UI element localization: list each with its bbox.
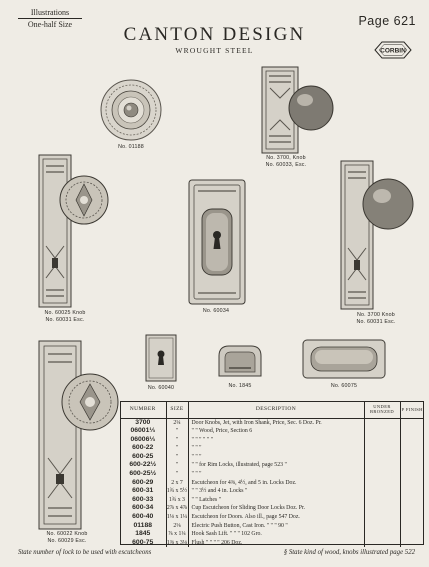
cell-under-bronzed bbox=[364, 504, 400, 513]
cell-part-number: 06001⅓ bbox=[120, 427, 166, 436]
cell-finish bbox=[400, 522, 424, 531]
table-row bbox=[120, 539, 424, 548]
cell-under-bronzed bbox=[364, 539, 400, 548]
col-number-header: NUMBER bbox=[120, 401, 166, 418]
spec-table bbox=[120, 401, 424, 547]
cell-under-bronzed bbox=[364, 470, 400, 479]
cell-description: Electric Push Button, Cast Iron. " " " 90 " bbox=[188, 522, 364, 531]
cell-description: " " " bbox=[188, 444, 364, 453]
cell-size: 1⅛ x 1¼ bbox=[166, 514, 188, 521]
table-row bbox=[120, 522, 424, 531]
cell-description: Cup Escutcheon for Sliding Door Locks Doz. Pr. bbox=[188, 504, 364, 513]
col-finish-header: P FINISH bbox=[400, 401, 424, 418]
cell-part-number: 600-31 bbox=[120, 487, 166, 496]
footnote-left: State number of lock to be used with escutcheons bbox=[18, 549, 152, 556]
cup-escutcheon-60034-image bbox=[188, 179, 246, 305]
cell-under-bronzed bbox=[364, 418, 400, 427]
cell-under-bronzed bbox=[364, 461, 400, 470]
table-row bbox=[120, 496, 424, 505]
cell-finish bbox=[400, 470, 424, 479]
svg-text:CORBIN: CORBIN bbox=[380, 47, 406, 55]
caption-60075: No. 60075 bbox=[330, 383, 358, 389]
knob-3700-esc-60031-image bbox=[340, 160, 416, 310]
cell-part-number: 600-22 bbox=[120, 444, 166, 453]
cell-finish bbox=[400, 453, 424, 462]
page-title: CANTON DESIGN bbox=[123, 24, 306, 45]
scale-note-line2: One-half Size bbox=[27, 20, 73, 29]
cell-size: " bbox=[166, 470, 188, 479]
knob-3700-esc-60033-image bbox=[261, 66, 337, 154]
cell-description: " " " " " " bbox=[188, 436, 364, 445]
cell-description: Escutcheon for 4⅜, 4½, and 5 in. Locks Doz. bbox=[188, 479, 364, 488]
corbin-logo bbox=[374, 41, 412, 59]
cell-description: " " " bbox=[188, 470, 364, 479]
cell-description: " " Wood, Price, Section 6 bbox=[188, 427, 364, 436]
cell-description: " " Latches " bbox=[188, 496, 364, 505]
table-row bbox=[120, 504, 424, 513]
caption-01188: No. 01188 bbox=[118, 144, 144, 150]
cell-size: ⅞ x 1¼ bbox=[166, 530, 188, 539]
cell-size: 2 x 7 bbox=[166, 479, 188, 488]
cell-size: " bbox=[166, 436, 188, 445]
cell-part-number: 600-33 bbox=[120, 496, 166, 505]
cell-under-bronzed bbox=[364, 453, 400, 462]
caption-60040: No. 60040 bbox=[147, 385, 175, 391]
cell-part-number: 600-25½ bbox=[120, 470, 166, 479]
cell-finish bbox=[400, 444, 424, 453]
cell-part-number: 600-34 bbox=[120, 504, 166, 513]
table-row bbox=[120, 479, 424, 488]
table-row bbox=[120, 487, 424, 496]
cell-under-bronzed bbox=[364, 427, 400, 436]
escutcheon-60040-image bbox=[145, 334, 177, 382]
cell-size: 1¾ x 3 bbox=[166, 496, 188, 505]
cell-part-number: 3700 bbox=[120, 418, 166, 427]
cell-part-number: 600-40 bbox=[120, 513, 166, 522]
cell-size: " bbox=[166, 427, 188, 436]
cell-under-bronzed bbox=[364, 436, 400, 445]
page-number: Page 621 bbox=[358, 14, 416, 28]
sash-lift-1845-image bbox=[217, 342, 263, 378]
cell-part-number: 01188 bbox=[120, 522, 166, 531]
cell-part-number: 06006⅓ bbox=[120, 436, 166, 445]
table-row bbox=[120, 461, 424, 470]
push-button-01188-image bbox=[99, 78, 163, 142]
cell-finish bbox=[400, 504, 424, 513]
col-size-header: SIZE bbox=[166, 401, 188, 418]
cell-finish bbox=[400, 479, 424, 488]
page-subtitle: WROUGHT STEEL bbox=[175, 46, 254, 55]
cell-under-bronzed bbox=[364, 496, 400, 505]
spec-table-body bbox=[120, 418, 424, 547]
cell-part-number: 600-75 bbox=[120, 539, 166, 548]
cell-size: 1⅜ x 3⅛ bbox=[166, 539, 188, 546]
cell-finish bbox=[400, 487, 424, 496]
cell-description: " " " bbox=[188, 453, 364, 462]
cell-finish bbox=[400, 427, 424, 436]
cell-under-bronzed bbox=[364, 444, 400, 453]
caption-60022-60029: No. 60022 Knob No. 60029 Esc. bbox=[46, 531, 88, 544]
footnote-right: § State kind of wood, knobs illustrated page 522 bbox=[283, 549, 415, 556]
caption-3700-60033: No. 3700, Knob No. 60033, Esc. bbox=[265, 155, 307, 168]
caption-1845: No. 1845 bbox=[228, 383, 252, 389]
table-row bbox=[120, 513, 424, 522]
cell-under-bronzed bbox=[364, 487, 400, 496]
table-row bbox=[120, 530, 424, 539]
cell-finish bbox=[400, 461, 424, 470]
col-under-bronzed-header: UNDER BRONZED bbox=[364, 401, 400, 418]
knob-60022-esc-60029-image bbox=[38, 340, 120, 530]
cell-part-number: 1845 bbox=[120, 530, 166, 539]
table-row bbox=[120, 436, 424, 445]
caption-60025-60031: No. 60025 Knob No. 60031 Esc. bbox=[44, 310, 86, 323]
cell-finish bbox=[400, 496, 424, 505]
cell-finish bbox=[400, 530, 424, 539]
table-row bbox=[120, 444, 424, 453]
cell-description: " " 3½ and 4 in. Locks " bbox=[188, 487, 364, 496]
cell-description: Escutcheon for Doors. Also ill., page 547 Doz. bbox=[188, 513, 364, 522]
cell-size: " bbox=[166, 453, 188, 462]
caption-60034: No. 60034 bbox=[202, 308, 230, 314]
cell-size: 2⅛ bbox=[166, 522, 188, 531]
cell-size: 2⅞ x 4⅞ bbox=[166, 505, 188, 512]
cell-size: " bbox=[166, 461, 188, 470]
cell-description: Door Knobs, Jet, with Iron Shank, Price, Sec. 6 Doz. Pr. bbox=[188, 418, 364, 427]
cell-part-number: 600-25 bbox=[120, 453, 166, 462]
table-row bbox=[120, 453, 424, 462]
table-row bbox=[120, 418, 424, 427]
flush-lift-60075-image bbox=[302, 339, 386, 379]
col-description-header: DESCRIPTION bbox=[188, 401, 364, 418]
cell-under-bronzed bbox=[364, 530, 400, 539]
table-row bbox=[120, 427, 424, 436]
cell-size: 1¾ x 5½ bbox=[166, 488, 188, 495]
cell-under-bronzed bbox=[364, 513, 400, 522]
cell-description: " " for Rim Locks, illustrated, page 523 " bbox=[188, 461, 364, 470]
spec-table-header bbox=[120, 401, 424, 418]
cell-finish bbox=[400, 436, 424, 445]
cell-under-bronzed bbox=[364, 522, 400, 531]
cell-part-number: 600-22½ bbox=[120, 461, 166, 470]
table-row bbox=[120, 470, 424, 479]
caption-3700-60031: No. 3700 Knob No. 60031 Esc. bbox=[356, 312, 396, 325]
knob-60025-esc-60031-image bbox=[38, 154, 110, 308]
cell-size: 2¼ bbox=[166, 418, 188, 427]
cell-part-number: 600-29 bbox=[120, 479, 166, 488]
cell-finish bbox=[400, 513, 424, 522]
cell-size: " bbox=[166, 444, 188, 453]
cell-finish bbox=[400, 418, 424, 427]
scale-note-line1: Illustrations bbox=[30, 8, 70, 17]
cell-finish bbox=[400, 539, 424, 548]
cell-description: Flush " " " " 206 Doz. bbox=[188, 539, 364, 548]
cell-description: Hook Sash Lift. " " " 102 Gro. bbox=[188, 530, 364, 539]
cell-under-bronzed bbox=[364, 479, 400, 488]
